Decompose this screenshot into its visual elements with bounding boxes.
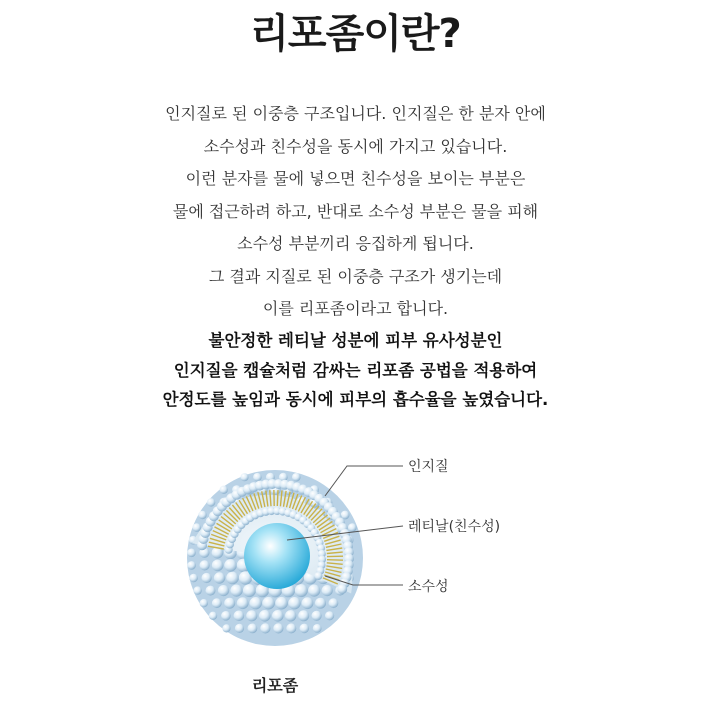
phospholipid-head (329, 598, 339, 608)
highlight-line: 인지질을 캡슐처럼 감싸는 리포좀 공법을 적용하여 (173, 360, 538, 380)
liposome-diagram (175, 448, 535, 658)
phospholipid-head (224, 598, 235, 609)
phospholipid-head (214, 572, 225, 583)
phospholipid-head (275, 597, 288, 610)
phospholipid-head (224, 559, 237, 572)
phospholipid-head (212, 560, 224, 572)
diagram-caption: 리포좀 (251, 676, 299, 695)
phospholipid-head (253, 473, 262, 482)
phospholipid-head (273, 623, 283, 633)
intro-line: 인지질로 된 이중층 구조입니다. 인지질은 한 분자 안에 (165, 104, 546, 123)
phospholipid-head (209, 612, 217, 620)
phospholipid-head (230, 585, 242, 597)
phospholipid-head (189, 574, 198, 583)
phospholipid-head (313, 624, 322, 633)
intro-line: 이런 분자를 물에 넣으면 친수성을 보이는 부분은 (185, 169, 526, 188)
phospholipid-head (300, 624, 310, 634)
liposome-illustration (175, 448, 535, 658)
phospholipid-head (193, 586, 201, 594)
highlight-line: 불안정한 레티날 성분에 피부 유사성분인 (208, 331, 503, 350)
phospholipid-head (246, 610, 257, 621)
phospholipid-head (243, 584, 256, 597)
phospholipid-head (202, 573, 212, 583)
intro-line: 소수성과 친수성을 동시에 가지고 있습니다. (203, 136, 508, 156)
phospholipid-head (312, 611, 322, 621)
phospholipid-head (288, 597, 300, 609)
page-title: 리포좀이란? (250, 11, 461, 57)
phospholipid-head (240, 473, 248, 481)
phospholipid-head (187, 561, 196, 570)
leader-phospholipid (325, 466, 403, 496)
intro-line: 이를 리포좀이라고 합니다. (262, 299, 449, 318)
phospholipid-head (250, 597, 262, 609)
phospholipid-head (295, 584, 308, 597)
phospholipid-head (220, 486, 228, 494)
phospholipid-head (237, 597, 249, 609)
phospholipid-head (260, 623, 270, 633)
phospholipid-head (337, 584, 347, 594)
phospholipid-head (348, 523, 357, 532)
phospholipid-head (262, 597, 275, 610)
highlight-line: 안정도를 높임과 동시에 피부의 흡수율을 높였습니다. (162, 390, 549, 409)
phospholipid-head (308, 585, 320, 597)
phospholipid-head (187, 549, 196, 558)
label-retinal: 레티날(친수성) (408, 519, 501, 535)
phospholipid-head (325, 611, 334, 620)
phospholipid-head (286, 623, 296, 633)
intro-line: 그 결과 지질로 된 이중층 구조가 생기는데 (208, 266, 503, 286)
intro-line: 소수성 부분끼리 응집하게 됩니다. (237, 234, 474, 253)
phospholipid-head (322, 585, 333, 596)
phospholipid-head (272, 610, 284, 622)
phospholipid-head (298, 610, 309, 621)
phospholipid-head (212, 598, 222, 608)
phospholipid-head (226, 572, 239, 585)
label-phospholipid: 인지질 (408, 459, 449, 475)
phospholipid-head (314, 572, 322, 580)
intro-paragraph (0, 98, 711, 326)
phospholipid-head (292, 473, 301, 482)
highlight-paragraph (0, 326, 711, 415)
phospholipid-head (200, 599, 208, 607)
phospholipid-head (234, 611, 245, 622)
label-hydrophobic: 소수성 (408, 579, 449, 595)
phospholipid-head (259, 610, 271, 622)
phospholipid-head (206, 586, 216, 596)
phospholipid-head (207, 498, 215, 506)
phospholipid-head (198, 511, 206, 519)
phospholipid-head (248, 624, 258, 634)
retinal-core (244, 523, 310, 589)
phospholipid-head (221, 611, 231, 621)
phospholipid-head (315, 598, 326, 609)
phospholipid-head (200, 560, 210, 570)
intro-line: 물에 접근하려 하고, 반대로 소수성 부분은 물을 피해 (172, 201, 539, 221)
phospholipid-head (218, 585, 229, 596)
phospholipid-head (235, 624, 244, 633)
phospholipid-head (285, 610, 296, 621)
phospholipid-head (302, 597, 314, 609)
phospholipid-head (222, 624, 230, 632)
